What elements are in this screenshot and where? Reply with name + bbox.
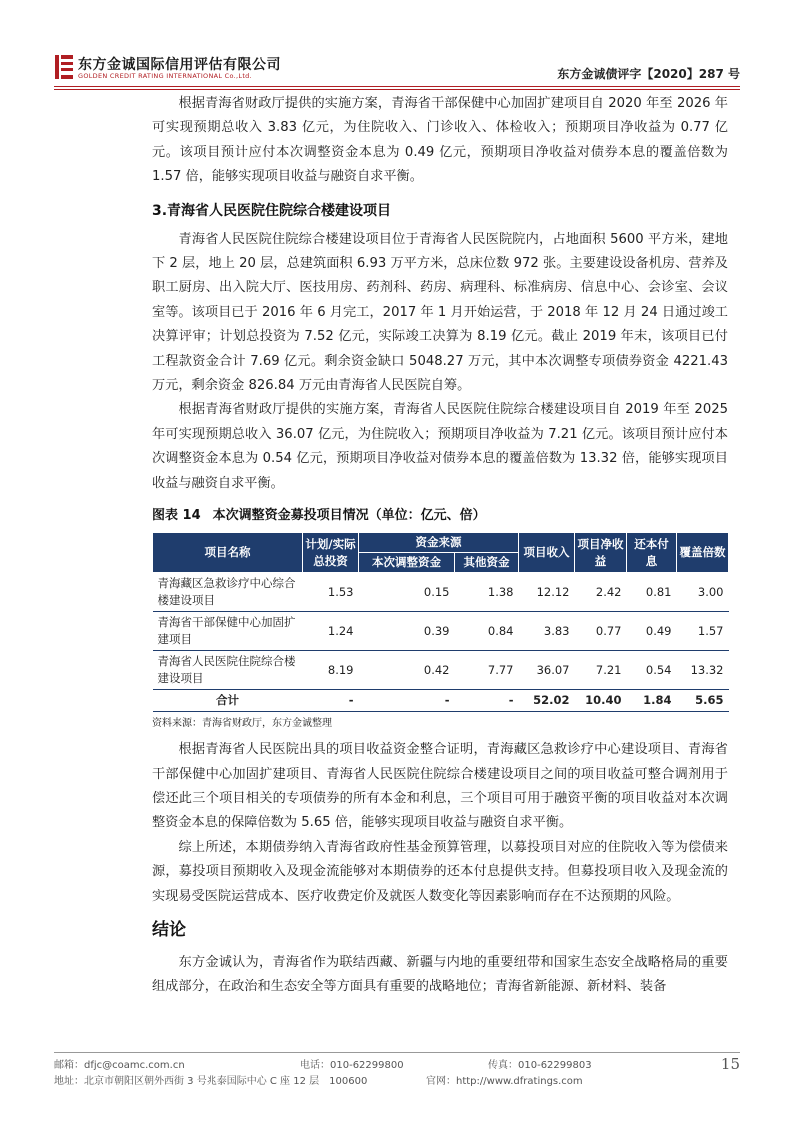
col-header-plan: 计划/实际总投资	[303, 533, 359, 573]
table-caption	[152, 506, 728, 526]
cell-name: 青海省人民医院住院综合楼建设项目	[153, 651, 303, 690]
col-header-adj: 本次调整资金	[359, 553, 455, 573]
cell-plan: 8.19	[303, 651, 359, 690]
page-footer	[54, 1056, 740, 1088]
table-caption-text: 本次调整资金募投项目情况（单位：亿元、倍）	[212, 508, 486, 524]
cell-total-label: 合计	[153, 690, 303, 712]
cell-net: 7.21	[575, 651, 627, 690]
page-header	[54, 52, 740, 90]
col-header-income: 项目收入	[519, 533, 575, 573]
table-source-note: 资料来源：青海省财政厅，东方金诚整理	[152, 718, 332, 730]
cell-coverage: 3.00	[677, 573, 729, 612]
company-name-en: GOLDEN CREDIT RATING INTERNATIONAL Co.,Ltd.	[78, 72, 252, 80]
cell-name: 青海藏区急救诊疗中心综合楼建设项目	[153, 573, 303, 612]
paragraph-4: 根据青海省人民医院出具的项目收益资金整合证明，青海藏区急救诊疗中心建设项目、青海省干部保健中心加固扩建项目、青海省人民医院住院综合楼建设项目之间的项目收益可整合调剂用于偿还此三个项目相关的专项债券的所有本金和利息，三个项目可用于融资平衡的项目收益对本次调整资金本息的保障倍数为 5.65 倍，能够实现项目收益与融资自求平衡。	[152, 742, 728, 831]
footer-divider	[54, 1052, 740, 1053]
cell-other: 0.84	[455, 612, 519, 651]
footer-phone: 电话：010-62299800	[300, 1060, 404, 1071]
cell-coverage: 1.57	[677, 612, 729, 651]
cell-total-adj: -	[359, 690, 455, 712]
cell-adj: 0.42	[359, 651, 455, 690]
cell-total-debt: 1.84	[627, 690, 677, 712]
cell-total-coverage: 5.65	[677, 690, 729, 712]
cell-total-other: -	[455, 690, 519, 712]
header-divider-thin	[54, 89, 740, 90]
cell-income: 12.12	[519, 573, 575, 612]
cell-adj: 0.39	[359, 612, 455, 651]
col-header-debt: 还本付息	[627, 533, 677, 573]
table-row	[153, 612, 729, 651]
cell-total-plan: -	[303, 690, 359, 712]
paragraph-5: 综上所述，本期债券纳入青海省政府性基金预算管理，以募投项目对应的住院收入等为偿债来源，募投项目预期收入及现金流能够对本期债券的还本付息提供支持。但募投项目收入及现金流的实现易受医院运营成本、医疗收费定价及就医人数变化等因素影响而存在不达预期的风险。	[152, 839, 728, 904]
cell-debt: 0.49	[627, 612, 677, 651]
paragraph-3: 根据青海省财政厅提供的实施方案，青海省人民医院住院综合楼建设项目自 2019 年至 2025 年可实现预期总收入 36.07 亿元，为住院收入；预期项目净收益为 7.21 亿元。该项目预计应付本次调整资金本息为 0.54 亿元，预期项目净收益对债券本息的覆盖倍数为 13.32 倍，能够实现项目收益与融资自求平衡。	[152, 402, 728, 491]
cell-coverage: 13.32	[677, 651, 729, 690]
company-logo-icon	[54, 54, 74, 80]
cell-total-income: 52.02	[519, 690, 575, 712]
cell-other: 7.77	[455, 651, 519, 690]
cell-other: 1.38	[455, 573, 519, 612]
cell-name: 青海省干部保健中心加固扩建项目	[153, 612, 303, 651]
page-number: 15	[720, 1055, 740, 1073]
paragraph-2: 青海省人民医院住院综合楼建设项目位于青海省人民医院院内，占地面积 5600 平方米，建地下 2 层，地上 20 层，总建筑面积 6.93 万平方米，总床位数 972 张。主要建设设备机房、营养及职工厨房、出入院大厅、医技用房、药剂科、药房、病理科、标准病房、信息中心、会诊室、会议室等。该项目已于 2016 年 6 月完工，2017 年 1 月开始运营，于 2018 年 12 月 24 日通过竣工决算评审；计划总投资为 7.52 亿元，实际竣工决算为 8.19 亿元。截止 2019 年末，该项目已付工程款资金合计 7.69 亿元。剩余资金缺口 5048.27 万元，其中本次调整专项债券资金 4221.43 万元，剩余资金 826.84 万元由青海省人民医院自筹。	[152, 231, 728, 394]
col-header-net: 项目净收益	[575, 533, 627, 573]
cell-plan: 1.53	[303, 573, 359, 612]
main-content	[152, 92, 728, 1000]
cell-debt: 0.81	[627, 573, 677, 612]
paragraph-1: 根据青海省财政厅提供的实施方案，青海省干部保健中心加固扩建项目自 2020 年至 2026 年可实现预期总收入 3.83 亿元，为住院收入、门诊收入、体检收入；预期项目净收益为 0.77 亿元。该项目预计应付本次调整资金本息为 0.49 亿元，预期项目净收益对债券本息的覆盖倍数为 1.57 倍，能够实现项目收益与融资自求平衡。	[152, 96, 728, 185]
col-header-funding: 资金来源	[359, 533, 519, 553]
cell-debt: 0.54	[627, 651, 677, 690]
footer-fax: 传真：010-62299803	[488, 1060, 592, 1071]
table-row	[153, 573, 729, 612]
col-header-other: 其他资金	[455, 553, 519, 573]
footer-website: 官网：http://www.dfratings.com	[426, 1076, 583, 1087]
table-caption-number: 图表 14	[152, 508, 201, 524]
cell-net: 2.42	[575, 573, 627, 612]
header-divider	[54, 86, 740, 87]
cell-net: 0.77	[575, 612, 627, 651]
footer-email: 邮箱：dfjc@coamc.com.cn	[54, 1060, 185, 1071]
footer-address: 地址：北京市朝阳区朝外西街 3 号兆泰国际中心 C 座 12 层 100600	[54, 1076, 368, 1087]
paragraph-6: 东方金诚认为，青海省作为联结西藏、新疆与内地的重要纽带和国家生态安全战略格局的重要组成部分，在政治和生态安全等方面具有重要的战略地位；青海省新能源、新材料、装备	[152, 954, 728, 995]
cell-income: 3.83	[519, 612, 575, 651]
projects-table	[152, 532, 729, 712]
table-row	[153, 651, 729, 690]
col-header-coverage: 覆盖倍数	[677, 533, 729, 573]
section-title-3: 3.青海省人民医院住院综合楼建设项目	[152, 202, 392, 219]
cell-total-net: 10.40	[575, 690, 627, 712]
cell-adj: 0.15	[359, 573, 455, 612]
document-number: 东方金诚债评字【2020】287 号	[557, 67, 740, 81]
cell-income: 36.07	[519, 651, 575, 690]
company-name-cn: 东方金诚国际信用评估有限公司	[78, 57, 281, 73]
table-total-row	[153, 690, 729, 712]
cell-plan: 1.24	[303, 612, 359, 651]
col-header-name: 项目名称	[153, 533, 303, 573]
conclusion-title: 结论	[152, 919, 186, 940]
